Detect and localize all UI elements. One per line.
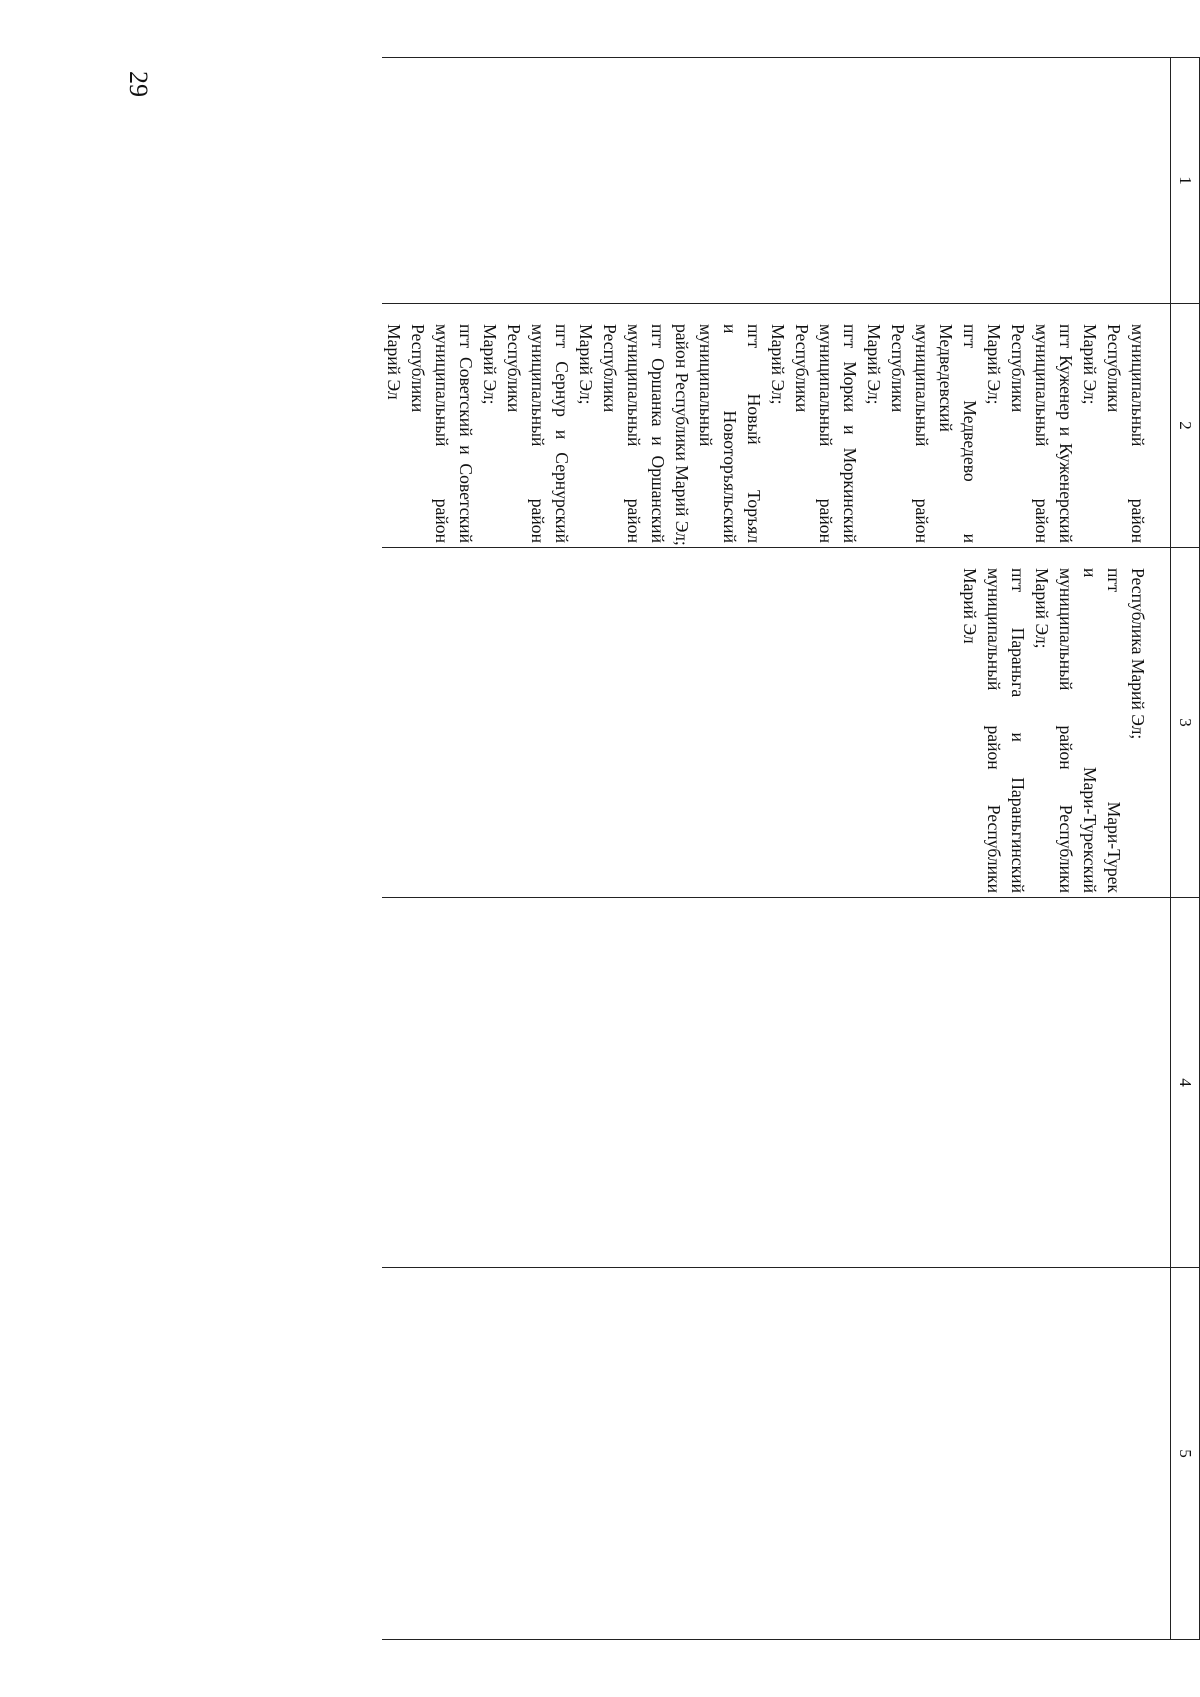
cell-line: пгт Медведево и Медведевский	[936, 324, 980, 543]
cell-col-2	[382, 304, 1171, 548]
cell-col-3-text	[958, 568, 1150, 893]
cell-line: район Республики Марий Эл;	[672, 324, 692, 546]
cell-line: пгт Мари-Турек	[1104, 568, 1124, 893]
cell-line: Марий Эл	[960, 568, 980, 644]
header-col-2: 2	[1171, 304, 1200, 548]
cell-line: Марий Эл;	[768, 324, 788, 405]
cell-line: пгт Оршанка и Оршанский	[648, 324, 668, 543]
cell-line: муниципальный район Республики	[888, 324, 932, 543]
cell-line: пгт Новый Торъял	[744, 324, 764, 543]
header-col-3: 3	[1171, 548, 1200, 898]
cell-col-5	[382, 1268, 1171, 1640]
cell-line: муниципальный район Республики	[792, 324, 836, 543]
cell-line: и Новоторъяльский муниципальный	[696, 324, 740, 543]
cell-line: Марий Эл;	[1080, 324, 1100, 405]
cell-line: муниципальный район Республики	[600, 324, 644, 543]
cell-line: муниципальный район Республики	[1104, 324, 1148, 543]
cell-line: пгт Морки и Моркинский	[840, 324, 860, 543]
header-col-4: 4	[1171, 898, 1200, 1268]
cell-line: Республика Марий Эл;	[1128, 568, 1148, 740]
cell-line: пгт Советский и Советский	[456, 324, 476, 543]
cell-line: пгт Сернур и Сернурский	[552, 324, 572, 543]
cell-line: Марий Эл;	[864, 324, 884, 405]
table-header-row	[1171, 58, 1200, 1640]
cell-line: пгт Куженер и Куженерский	[1056, 324, 1076, 543]
cell-col-4	[382, 898, 1171, 1268]
cell-line: муниципальный район Республики	[408, 324, 452, 543]
cell-line: Марий Эл;	[984, 324, 1004, 405]
header-col-1: 1	[1171, 58, 1200, 304]
cell-line: Марий Эл;	[1032, 568, 1052, 649]
registry-table	[382, 57, 1200, 1640]
page-number: 29	[124, 71, 153, 97]
cell-col-3	[382, 548, 1171, 898]
cell-line: муниципальный район Республики	[504, 324, 548, 543]
cell-line: Марий Эл	[384, 324, 404, 400]
cell-line: пгт Параньга и Параньгинский	[1008, 568, 1028, 893]
cell-line: муниципальный район Республики	[984, 568, 1004, 893]
cell-line: и Мари-Турекский	[1080, 568, 1100, 893]
rotated-table-container	[190, 57, 1200, 1639]
cell-line: муниципальный район Республики	[1056, 568, 1076, 893]
cell-line: Марий Эл;	[576, 324, 596, 405]
cell-col-1	[382, 58, 1171, 304]
cell-col-2-text	[382, 324, 1150, 546]
header-col-5: 5	[1171, 1268, 1200, 1640]
table-row	[382, 58, 1171, 1640]
cell-line: муниципальный район Республики	[1008, 324, 1052, 543]
cell-line: Марий Эл;	[480, 324, 500, 405]
